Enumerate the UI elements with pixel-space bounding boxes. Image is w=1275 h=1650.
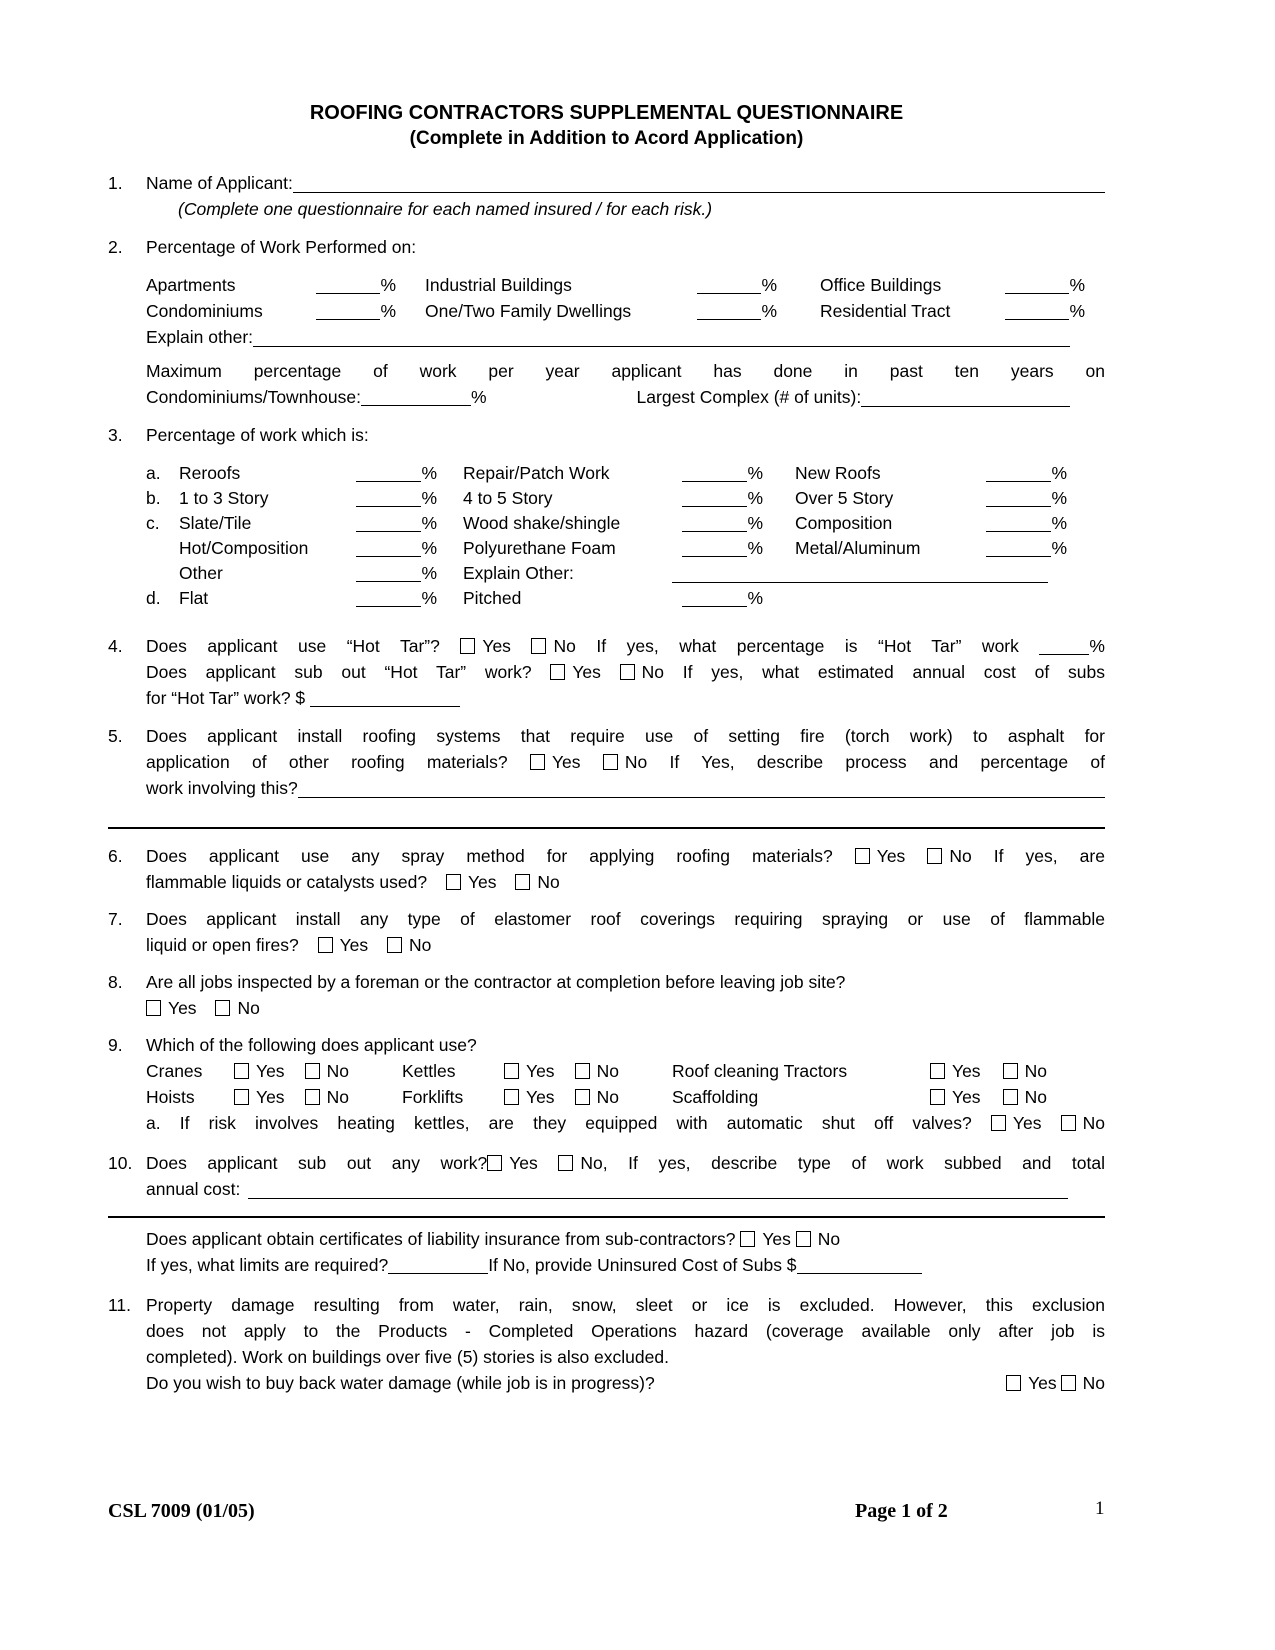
no-label: No xyxy=(537,872,560,892)
q9-shutoff-yes-checkbox[interactable] xyxy=(991,1115,1006,1131)
percent-sign: % xyxy=(421,563,437,583)
question-4 xyxy=(108,633,1105,711)
q4-hot-tar-pct-blank[interactable] xyxy=(1039,641,1089,655)
q1-number: 1. xyxy=(108,173,123,193)
q11-buyback-yes-checkbox[interactable] xyxy=(1006,1375,1021,1391)
q3-repair-patch-pct-blank[interactable] xyxy=(682,468,747,482)
q9-scaffolding-yes-checkbox[interactable] xyxy=(930,1089,945,1105)
q10-subout-question: Does applicant sub out any work? xyxy=(146,1153,488,1173)
q3-letter-blank xyxy=(146,536,179,561)
q3-1to3-story-pct-blank[interactable] xyxy=(356,493,421,507)
q9-hoists-no-checkbox[interactable] xyxy=(305,1089,320,1105)
q10-describe-question: If yes, describe type of work subbed and total xyxy=(628,1153,1105,1173)
q2-office-label: Office Buildings xyxy=(820,275,942,295)
percent-sign: % xyxy=(1051,463,1067,483)
yes-label: Yes xyxy=(876,846,906,866)
yes-label: Yes xyxy=(952,1087,981,1107)
yes-label: Yes xyxy=(256,1061,285,1081)
q4-subout-no-checkbox[interactable] xyxy=(620,664,635,680)
q10-limits-question: If yes, what limits are required? xyxy=(146,1255,389,1275)
question-9 xyxy=(108,1032,1105,1136)
q3-polyurethane-pct-blank[interactable] xyxy=(682,543,747,557)
q2-office-pct-blank[interactable] xyxy=(1005,280,1069,294)
q10-annual-cost-blank-2[interactable] xyxy=(108,1216,1105,1218)
question-11 xyxy=(108,1292,1105,1396)
q6-flammable-no-checkbox[interactable] xyxy=(515,874,530,890)
q10-certificates-question: Does applicant obtain certificates of liability insurance from sub-contractors? xyxy=(146,1229,736,1249)
percent-sign: % xyxy=(761,275,777,295)
q3-metal-aluminum-pct-blank[interactable] xyxy=(986,543,1051,557)
form-number: CSL 7009 (01/05) xyxy=(108,1500,255,1522)
q2-condominiums-label: Condominiums xyxy=(146,301,263,321)
percent-sign: % xyxy=(747,463,763,483)
no-label: No xyxy=(326,1061,349,1081)
q7-elastomer-question-line1: Does applicant install any type of elastomer roof coverings requiring spraying or use of flammable xyxy=(146,909,1105,929)
q4-hot-tar-yes-checkbox[interactable] xyxy=(460,638,475,654)
q5-number: 5. xyxy=(108,726,123,746)
q6-flammable-yes-checkbox[interactable] xyxy=(446,874,461,890)
q2-residential-tract-label: Residential Tract xyxy=(820,301,951,321)
q3-4to5-story-pct-blank[interactable] xyxy=(682,493,747,507)
q2-industrial-label: Industrial Buildings xyxy=(425,275,572,295)
q8-inspected-yes-checkbox[interactable] xyxy=(146,1000,161,1016)
q10-annual-cost-blank[interactable] xyxy=(248,1176,1068,1199)
q3-composition-pct-blank[interactable] xyxy=(986,518,1051,532)
q3-letter-d: d. xyxy=(146,588,161,608)
q8-number: 8. xyxy=(108,972,123,992)
q3-explain-other-blank[interactable] xyxy=(672,561,1048,583)
q3-composition-label: Composition xyxy=(795,513,893,533)
q9-scaffolding-no-checkbox[interactable] xyxy=(1003,1089,1018,1105)
no-label: No xyxy=(596,1087,619,1107)
yes-label: Yes xyxy=(256,1087,285,1107)
q5-torch-question-line2: application of other roofing materials? xyxy=(146,752,508,772)
no-label: No, xyxy=(580,1153,608,1173)
q5-torch-no-checkbox[interactable] xyxy=(603,754,618,770)
question-5 xyxy=(108,723,1105,829)
q2-apartments-pct-blank[interactable] xyxy=(316,280,380,294)
q9-number: 9. xyxy=(108,1035,123,1055)
no-label: No xyxy=(817,1229,841,1249)
q5-torch-yes-checkbox[interactable] xyxy=(530,754,545,770)
q8-inspected-question: Are all jobs inspected by a foreman or the contractor at completion before leaving job site? xyxy=(146,972,846,992)
no-label: No xyxy=(1024,1087,1047,1107)
no-label: No xyxy=(596,1061,619,1081)
yes-label: Yes xyxy=(509,1153,538,1173)
percent-sign: % xyxy=(380,301,396,321)
q3-repair-patch-label: Repair/Patch Work xyxy=(463,463,610,483)
q3-heading: Percentage of work which is: xyxy=(146,425,369,445)
yes-label: Yes xyxy=(526,1061,555,1081)
percent-sign: % xyxy=(421,463,437,483)
no-label: No xyxy=(1024,1061,1047,1081)
q3-letter-c: c. xyxy=(146,513,160,533)
q9-forklifts-yes-checkbox[interactable] xyxy=(504,1089,519,1105)
q10-number: 10. xyxy=(108,1153,133,1173)
q3-slate-tile-pct-blank[interactable] xyxy=(356,518,421,532)
q3-number: 3. xyxy=(108,425,123,445)
q3-4to5-story-label: 4 to 5 Story xyxy=(463,488,553,508)
q2-residential-tract-pct-blank[interactable] xyxy=(1005,306,1069,320)
form-subtitle: (Complete in Addition to Acord Application) xyxy=(409,128,804,149)
q9-shutoff-question: a. If risk involves heating kettles, are they equipped with automatic shut off valves? xyxy=(146,1113,972,1133)
q5-describe-blank-2[interactable] xyxy=(108,827,1105,829)
q10-uninsured-question: If No, provide Uninsured Cost of Subs $ xyxy=(488,1255,797,1275)
q3-reroofs-label: Reroofs xyxy=(179,463,241,483)
q1-name-blank[interactable] xyxy=(293,170,1105,193)
q3-metal-aluminum-label: Metal/Aluminum xyxy=(795,538,921,558)
q3-flat-pct-blank[interactable] xyxy=(356,593,421,607)
question-1 xyxy=(108,170,1105,222)
q9-forklifts-no-checkbox[interactable] xyxy=(575,1089,590,1105)
q11-exclusion-line2: does not apply to the Products - Completed Operations hazard (coverage available only after job is xyxy=(146,1321,1105,1341)
q11-exclusion-line3: completed). Work on buildings over five (5) stories is also excluded. xyxy=(146,1347,669,1367)
q2-industrial-pct-blank[interactable] xyxy=(697,280,761,294)
q7-elastomer-no-checkbox[interactable] xyxy=(387,937,402,953)
q3-over5-story-label: Over 5 Story xyxy=(795,488,894,508)
q3-other-label: Other xyxy=(179,563,223,583)
no-label: No xyxy=(1082,1373,1105,1393)
yes-label: Yes xyxy=(339,935,369,955)
q3-letter-b: b. xyxy=(146,488,161,508)
no-label: No xyxy=(949,846,972,866)
percent-sign: % xyxy=(747,588,763,608)
percent-sign: % xyxy=(1051,538,1067,558)
q9-cranes-yes-checkbox[interactable] xyxy=(234,1063,249,1079)
q8-inspected-no-checkbox[interactable] xyxy=(215,1000,230,1016)
q4-hot-tar-no-checkbox[interactable] xyxy=(531,638,546,654)
q4-subs-cost-question: If yes, what estimated annual cost of subs xyxy=(682,662,1105,682)
q2-largest-complex-label: Largest Complex (# of units): xyxy=(636,387,862,407)
percent-sign: % xyxy=(421,488,437,508)
yes-label: Yes xyxy=(572,662,601,682)
q11-exclusion-line1: Property damage resulting from water, rain, snow, sleet or ice is excluded. However, this exclusion xyxy=(146,1295,1105,1315)
form-title: ROOFING CONTRACTORS SUPPLEMENTAL QUESTIONNAIRE xyxy=(309,102,904,124)
q3-new-roofs-label: New Roofs xyxy=(795,463,881,483)
question-7 xyxy=(108,906,1105,958)
q4-subs-cost-blank[interactable] xyxy=(310,693,460,707)
yes-label: Yes xyxy=(168,998,197,1018)
q2-condo-pct-blank[interactable] xyxy=(361,392,471,406)
q10-limits-blank[interactable] xyxy=(388,1260,488,1274)
q9-shutoff-no-checkbox[interactable] xyxy=(1061,1115,1076,1131)
no-label: No xyxy=(326,1087,349,1107)
q4-subout-question: Does applicant sub out “Hot Tar” work? xyxy=(146,662,532,682)
percent-sign: % xyxy=(421,588,437,608)
q2-heading: Percentage of Work Performed on: xyxy=(146,237,417,257)
q3-hot-composition-pct-blank[interactable] xyxy=(356,543,421,557)
percent-sign: % xyxy=(747,538,763,558)
question-8 xyxy=(108,969,1105,1021)
q6-spray-yes-checkbox[interactable] xyxy=(855,848,870,864)
q9-heading: Which of the following does applicant use? xyxy=(146,1035,477,1055)
yes-label: Yes xyxy=(467,872,497,892)
percent-sign: % xyxy=(747,513,763,533)
percent-sign: % xyxy=(747,488,763,508)
q2-onetwo-family-label: One/Two Family Dwellings xyxy=(425,301,632,321)
q9-scaffolding-label: Scaffolding xyxy=(672,1087,759,1107)
page-indicator: Page 1 of 2 xyxy=(855,1500,948,1522)
q9-cranes-no-checkbox[interactable] xyxy=(305,1063,320,1079)
q3-other-pct-blank[interactable] xyxy=(356,568,421,582)
no-label: No xyxy=(641,662,665,682)
q5-describe-question: If Yes, describe process and percentage of xyxy=(669,752,1105,772)
question-2 xyxy=(108,234,1105,410)
q10-subout-no-checkbox[interactable] xyxy=(558,1155,573,1171)
no-label: No xyxy=(553,636,576,656)
q3-explain-other-label: Explain Other: xyxy=(463,563,574,583)
q3-over5-story-pct-blank[interactable] xyxy=(986,493,1051,507)
yes-label: Yes xyxy=(526,1087,555,1107)
q9-hoists-yes-checkbox[interactable] xyxy=(234,1089,249,1105)
q2-explain-other-label: Explain other: xyxy=(146,327,254,347)
q10-uninsured-cost-blank[interactable] xyxy=(797,1260,922,1274)
q1-label: Name of Applicant: xyxy=(146,173,293,193)
q11-number: 11. xyxy=(108,1295,132,1315)
q1-note: (Complete one questionnaire for each named insured / for each risk.) xyxy=(178,199,713,219)
q3-wood-shake-pct-blank[interactable] xyxy=(682,518,747,532)
q9-kettles-label: Kettles xyxy=(402,1061,456,1081)
percent-sign: % xyxy=(1089,636,1105,656)
q2-explain-other-blank[interactable] xyxy=(253,324,1070,347)
q3-new-roofs-pct-blank[interactable] xyxy=(986,468,1051,482)
q7-elastomer-question-line2: liquid or open fires? xyxy=(146,935,299,955)
percent-sign: % xyxy=(421,538,437,558)
percent-sign: % xyxy=(1051,488,1067,508)
q2-largest-complex-blank[interactable] xyxy=(861,384,1070,407)
q3-slate-tile-label: Slate/Tile xyxy=(179,513,252,533)
q3-letter-blank xyxy=(146,561,179,586)
q6-spray-question: Does applicant use any spray method for applying roofing materials? xyxy=(146,846,833,866)
q3-flat-label: Flat xyxy=(179,588,209,608)
q3-polyurethane-label: Polyurethane Foam xyxy=(463,538,616,558)
percent-sign: % xyxy=(761,301,777,321)
q6-flammable-question-start: If yes, are xyxy=(993,846,1105,866)
question-6 xyxy=(108,843,1105,895)
q7-number: 7. xyxy=(108,909,123,929)
no-label: No xyxy=(409,935,432,955)
q5-torch-question-line1: Does applicant install roofing systems that require use of setting fire (torch work) to asphalt for xyxy=(146,726,1105,746)
percent-sign: % xyxy=(1069,301,1085,321)
percent-sign: % xyxy=(1051,513,1067,533)
q2-number: 2. xyxy=(108,237,123,257)
q9-kettles-no-checkbox[interactable] xyxy=(575,1063,590,1079)
yes-label: Yes xyxy=(551,752,581,772)
percent-sign: % xyxy=(380,275,396,295)
q4-hot-tar-question: Does applicant use “Hot Tar”? xyxy=(146,636,440,656)
q9-roof-tractors-yes-checkbox[interactable] xyxy=(930,1063,945,1079)
question-10 xyxy=(108,1150,1105,1278)
q6-number: 6. xyxy=(108,846,123,866)
percent-sign: % xyxy=(470,387,487,407)
q10-certificates-no-checkbox[interactable] xyxy=(796,1231,811,1247)
q11-buyback-no-checkbox[interactable] xyxy=(1061,1375,1076,1391)
q9-forklifts-label: Forklifts xyxy=(402,1087,464,1107)
q10-annual-cost-label: annual cost: xyxy=(146,1179,241,1199)
q9-roof-tractors-label: Roof cleaning Tractors xyxy=(672,1061,848,1081)
q4-hot-tar-pct-question: If yes, what percentage is “Hot Tar” work xyxy=(596,636,1019,656)
percent-sign: % xyxy=(421,513,437,533)
no-label: No xyxy=(237,998,260,1018)
percent-sign: % xyxy=(1069,275,1085,295)
q4-number: 4. xyxy=(108,636,123,656)
q2-max-percentage-line: Maximum percentage of work per year applicant has done in past ten years on xyxy=(146,361,1105,381)
q3-pitched-pct-blank[interactable] xyxy=(682,593,747,607)
q9-cranes-label: Cranes xyxy=(146,1061,203,1081)
q9-roof-tractors-no-checkbox[interactable] xyxy=(1003,1063,1018,1079)
question-3 xyxy=(108,422,1105,611)
yes-label: Yes xyxy=(952,1061,981,1081)
yes-label: Yes xyxy=(1012,1113,1042,1133)
no-label: No xyxy=(624,752,648,772)
q2-apartments-label: Apartments xyxy=(146,275,236,295)
q5-describe-blank[interactable] xyxy=(298,775,1105,798)
no-label: No xyxy=(1082,1113,1105,1133)
q7-elastomer-yes-checkbox[interactable] xyxy=(318,937,333,953)
q2-condo-townhouse-label: Condominiums/Townhouse: xyxy=(146,387,361,407)
q3-pitched-label: Pitched xyxy=(463,588,522,608)
q5-describe-label: work involving this? xyxy=(146,778,298,798)
q3-letter-a: a. xyxy=(146,463,161,483)
q2-condominiums-pct-blank[interactable] xyxy=(316,306,380,320)
yes-label: Yes xyxy=(1028,1373,1057,1393)
q3-wood-shake-label: Wood shake/shingle xyxy=(463,513,621,533)
q6-spray-no-checkbox[interactable] xyxy=(927,848,942,864)
yes-label: Yes xyxy=(482,636,511,656)
q3-hot-composition-label: Hot/Composition xyxy=(179,538,309,558)
q11-buyback-question: Do you wish to buy back water damage (while job is in progress)? xyxy=(146,1373,655,1393)
q9-hoists-label: Hoists xyxy=(146,1087,195,1107)
q3-1to3-story-label: 1 to 3 Story xyxy=(179,488,269,508)
q4-subs-cost-label: for “Hot Tar” work? $ xyxy=(146,688,306,708)
q2-onetwo-family-pct-blank[interactable] xyxy=(697,306,761,320)
q6-flammable-question-end: flammable liquids or catalysts used? xyxy=(146,872,428,892)
q4-subout-yes-checkbox[interactable] xyxy=(550,664,565,680)
page-number: 1 xyxy=(1095,1498,1105,1519)
q9-kettles-yes-checkbox[interactable] xyxy=(504,1063,519,1079)
yes-label: Yes xyxy=(762,1229,791,1249)
q10-certificates-yes-checkbox[interactable] xyxy=(740,1231,755,1247)
q3-reroofs-pct-blank[interactable] xyxy=(356,468,421,482)
q10-subout-yes-checkbox[interactable] xyxy=(487,1155,502,1171)
